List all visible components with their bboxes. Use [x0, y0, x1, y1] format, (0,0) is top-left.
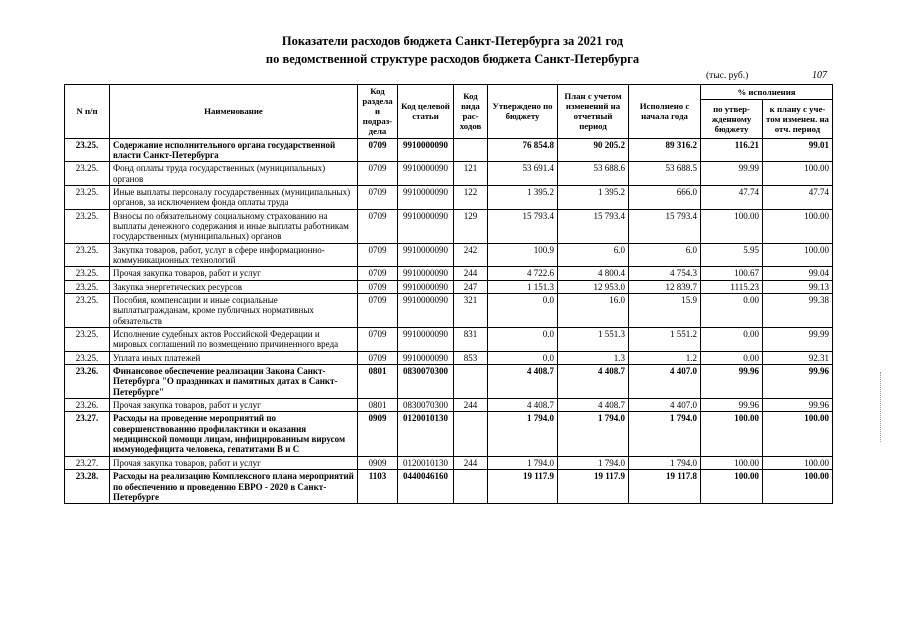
table-row	[65, 162, 833, 186]
header-plan: План с учетом изменений на отчетный период	[558, 85, 629, 139]
cell-kind: 321	[454, 294, 488, 328]
units-label: (тыс. руб.)	[706, 71, 749, 81]
cell-plan: 12 953.0	[558, 280, 629, 293]
header-pct-approved: по утвер-жденному бюджету	[701, 100, 763, 138]
cell-executed: 12 839.7	[629, 280, 701, 293]
cell-plan: 1 395.2	[558, 185, 629, 209]
table-row	[65, 280, 833, 293]
cell-plan: 16.0	[558, 294, 629, 328]
cell-section: 0709	[358, 328, 398, 352]
cell-kind: 121	[454, 162, 488, 186]
cell-name: Прочая закупка товаров, работ и услуг	[110, 456, 358, 469]
cell-pct-approved: 99.96	[701, 399, 763, 412]
cell-name: Взносы по обязательному социальному страхованию на выплаты денежного содержания и иные выплаты работникам государственных (муниципальных) органов	[110, 209, 358, 243]
cell-num: 23.25.	[65, 209, 110, 243]
cell-name: Финансовое обеспечение реализации Закона Санкт-Петербурга "О праздниках и памятных датах в Санкт-Петербурге"	[110, 365, 358, 399]
cell-executed: 15 793.4	[629, 209, 701, 243]
cell-section: 1103	[358, 470, 398, 504]
header-kind: Код вида рас-ходов	[454, 85, 488, 139]
cell-executed: 89 316.2	[629, 138, 701, 162]
cell-kind: 244	[454, 267, 488, 280]
cell-target: 9910000090	[398, 243, 454, 267]
cell-target: 9910000090	[398, 138, 454, 162]
cell-approved: 4 722.6	[488, 267, 558, 280]
cell-num: 23.25.	[65, 351, 110, 364]
cell-pct-plan: 47.74	[763, 185, 833, 209]
header-section: Код раздела и подраз-дела	[358, 85, 398, 139]
cell-target: 0440046160	[398, 470, 454, 504]
cell-approved: 1 395.2	[488, 185, 558, 209]
cell-approved: 1 794.0	[488, 456, 558, 469]
header-pct-plan: к плану с уче-том изменен. на отч. период	[763, 100, 833, 138]
cell-approved: 53 691.4	[488, 162, 558, 186]
cell-section: 0709	[358, 351, 398, 364]
cell-name: Расходы на реализацию Комплексного плана мероприятий по обеспечению и проведению ЕВРО - 2020 в Санкт-Петербурге	[110, 470, 358, 504]
cell-executed: 666.0	[629, 185, 701, 209]
cell-name: Фонд оплаты труда государственных (муниципальных) органов	[110, 162, 358, 186]
cell-plan: 19 117.9	[558, 470, 629, 504]
cell-plan: 1 794.0	[558, 412, 629, 456]
cell-pct-plan: 100.00	[763, 162, 833, 186]
cell-executed: 6.0	[629, 243, 701, 267]
cell-plan: 4 408.7	[558, 399, 629, 412]
cell-approved: 0.0	[488, 351, 558, 364]
cell-pct-plan: 99.13	[763, 280, 833, 293]
cell-approved: 0.0	[488, 294, 558, 328]
cell-kind: 244	[454, 456, 488, 469]
cell-pct-plan: 99.38	[763, 294, 833, 328]
cell-target: 9910000090	[398, 294, 454, 328]
cell-num: 23.27.	[65, 412, 110, 456]
cell-kind	[454, 365, 488, 399]
cell-section: 0709	[358, 138, 398, 162]
cell-pct-plan: 100.00	[763, 412, 833, 456]
cell-kind: 247	[454, 280, 488, 293]
header-target: Код целевой статьи	[398, 85, 454, 139]
header-name: Наименование	[110, 85, 358, 139]
cell-section: 0709	[358, 209, 398, 243]
cell-pct-approved: 99.99	[701, 162, 763, 186]
cell-name: Закупка энергетических ресурсов	[110, 280, 358, 293]
cell-approved: 76 854.8	[488, 138, 558, 162]
cell-executed: 1.2	[629, 351, 701, 364]
cell-section: 0709	[358, 267, 398, 280]
cell-approved: 1 794.0	[488, 412, 558, 456]
cell-pct-plan: 99.04	[763, 267, 833, 280]
cell-target: 0830070300	[398, 365, 454, 399]
cell-pct-approved: 1115.23	[701, 280, 763, 293]
cell-name: Расходы на проведение мероприятий по совершенствованию профилактики и оказания медицинской помощи лицам, инфицированным вирусом иммунодефицита человека, гепатитами В и С	[110, 412, 358, 456]
cell-executed: 1 551.2	[629, 328, 701, 352]
cell-name: Исполнение судебных актов Российской Федерации и мировых соглашений по возмещению причиненного вреда	[110, 328, 358, 352]
cell-pct-approved: 100.00	[701, 456, 763, 469]
cell-section: 0801	[358, 365, 398, 399]
cell-executed: 1 794.0	[629, 412, 701, 456]
cell-name: Прочая закупка товаров, работ и услуг	[110, 267, 358, 280]
cell-num: 23.25.	[65, 280, 110, 293]
cell-num: 23.25.	[65, 138, 110, 162]
page-number: 107	[812, 70, 827, 81]
cell-plan: 4 800.4	[558, 267, 629, 280]
cell-target: 9910000090	[398, 162, 454, 186]
cell-kind: 853	[454, 351, 488, 364]
cell-kind: 244	[454, 399, 488, 412]
cell-name: Уплата иных платежей	[110, 351, 358, 364]
cell-pct-approved: 116.21	[701, 138, 763, 162]
cell-kind	[454, 138, 488, 162]
header-num: N п/п	[65, 85, 110, 139]
cell-pct-plan: 100.00	[763, 470, 833, 504]
cell-pct-plan: 99.96	[763, 365, 833, 399]
cell-name: Иные выплаты персоналу государственных (муниципальных) органов, за исключением фонда оплаты труда	[110, 185, 358, 209]
cell-approved: 4 408.7	[488, 365, 558, 399]
cell-target: 9910000090	[398, 351, 454, 364]
cell-plan: 1.3	[558, 351, 629, 364]
table-row	[65, 399, 833, 412]
cell-num: 23.25.	[65, 294, 110, 328]
cell-approved: 100.9	[488, 243, 558, 267]
table-header	[65, 85, 833, 139]
table-row	[65, 267, 833, 280]
cell-kind: 122	[454, 185, 488, 209]
report-subtitle: по ведомственной структуре расходов бюджета Санкт-Петербурга	[265, 52, 640, 66]
cell-name: Закупка товаров, работ, услуг в сфере информационно-коммуникационных технологий	[110, 243, 358, 267]
cell-approved: 1 151.3	[488, 280, 558, 293]
header-executed: Исполнено с начала года	[629, 85, 701, 139]
cell-kind	[454, 470, 488, 504]
header-approved: Утверждено по бюджету	[488, 85, 558, 139]
cell-pct-plan: 100.00	[763, 243, 833, 267]
cell-section: 0709	[358, 162, 398, 186]
cell-num: 23.28.	[65, 470, 110, 504]
cell-name: Пособия, компенсации и иные социальные выплатыгражданам, кроме публичных нормативных обязательств	[110, 294, 358, 328]
cell-kind	[454, 412, 488, 456]
cell-plan: 53 688.6	[558, 162, 629, 186]
table-row	[65, 294, 833, 328]
cell-num: 23.26.	[65, 399, 110, 412]
cell-num: 23.25.	[65, 185, 110, 209]
expenses-table	[64, 84, 833, 504]
cell-pct-approved: 47.74	[701, 185, 763, 209]
cell-approved: 15 793.4	[488, 209, 558, 243]
cell-plan: 90 205.2	[558, 138, 629, 162]
cell-target: 0830070300	[398, 399, 454, 412]
cell-name: Прочая закупка товаров, работ и услуг	[110, 399, 358, 412]
report-title: Показатели расходов бюджета Санкт-Петербурга за 2021 год	[281, 34, 624, 48]
cell-executed: 53 688.5	[629, 162, 701, 186]
cell-pct-plan: 92.31	[763, 351, 833, 364]
table-row	[65, 470, 833, 504]
cell-pct-plan: 99.01	[763, 138, 833, 162]
cell-kind: 242	[454, 243, 488, 267]
cell-target: 9910000090	[398, 280, 454, 293]
cell-executed: 4 407.0	[629, 399, 701, 412]
cell-num: 23.25.	[65, 243, 110, 267]
cell-num: 23.27.	[65, 456, 110, 469]
cell-target: 9910000090	[398, 185, 454, 209]
cell-target: 9910000090	[398, 209, 454, 243]
cell-num: 23.25.	[65, 328, 110, 352]
cell-section: 0709	[358, 280, 398, 293]
cell-section: 0909	[358, 456, 398, 469]
cell-plan: 4 408.7	[558, 365, 629, 399]
cell-pct-approved: 0.00	[701, 351, 763, 364]
table-row	[65, 243, 833, 267]
cell-approved: 4 408.7	[488, 399, 558, 412]
header-pct-group: % исполнения	[701, 85, 833, 100]
cell-pct-plan: 100.00	[763, 209, 833, 243]
cell-pct-approved: 0.00	[701, 328, 763, 352]
cell-target: 9910000090	[398, 267, 454, 280]
cell-plan: 1 551.3	[558, 328, 629, 352]
table-row	[65, 328, 833, 352]
cell-num: 23.26.	[65, 365, 110, 399]
cell-plan: 6.0	[558, 243, 629, 267]
table-row	[65, 456, 833, 469]
table-row	[65, 209, 833, 243]
cell-pct-approved: 100.67	[701, 267, 763, 280]
cell-section: 0909	[358, 412, 398, 456]
cell-plan: 1 794.0	[558, 456, 629, 469]
cell-pct-approved: 0.00	[701, 294, 763, 328]
cell-kind: 129	[454, 209, 488, 243]
cell-section: 0709	[358, 185, 398, 209]
cell-target: 0120010130	[398, 456, 454, 469]
table-row	[65, 351, 833, 364]
table-row	[65, 185, 833, 209]
cell-section: 0709	[358, 243, 398, 267]
cell-pct-approved: 100.00	[701, 470, 763, 504]
cell-executed: 1 794.0	[629, 456, 701, 469]
cell-name: Содержание исполнительного органа государственной власти Санкт-Петербурга	[110, 138, 358, 162]
cell-num: 23.25.	[65, 162, 110, 186]
cell-target: 9910000090	[398, 328, 454, 352]
cell-pct-approved: 100.00	[701, 412, 763, 456]
cell-approved: 19 117.9	[488, 470, 558, 504]
cell-pct-approved: 5.95	[701, 243, 763, 267]
cell-pct-approved: 100.00	[701, 209, 763, 243]
cell-executed: 4 407.0	[629, 365, 701, 399]
cell-pct-approved: 99.96	[701, 365, 763, 399]
table-row	[65, 365, 833, 399]
cell-num: 23.25.	[65, 267, 110, 280]
cell-approved: 0.0	[488, 328, 558, 352]
scan-margin-marks	[880, 372, 883, 442]
cell-executed: 4 754.3	[629, 267, 701, 280]
cell-pct-plan: 99.96	[763, 399, 833, 412]
cell-executed: 15.9	[629, 294, 701, 328]
cell-section: 0709	[358, 294, 398, 328]
cell-pct-plan: 100.00	[763, 456, 833, 469]
cell-pct-plan: 99.99	[763, 328, 833, 352]
cell-section: 0801	[358, 399, 398, 412]
cell-executed: 19 117.8	[629, 470, 701, 504]
cell-kind: 831	[454, 328, 488, 352]
cell-plan: 15 793.4	[558, 209, 629, 243]
cell-target: 0120010130	[398, 412, 454, 456]
table-row	[65, 412, 833, 456]
table-row	[65, 138, 833, 162]
table-body	[65, 138, 833, 504]
